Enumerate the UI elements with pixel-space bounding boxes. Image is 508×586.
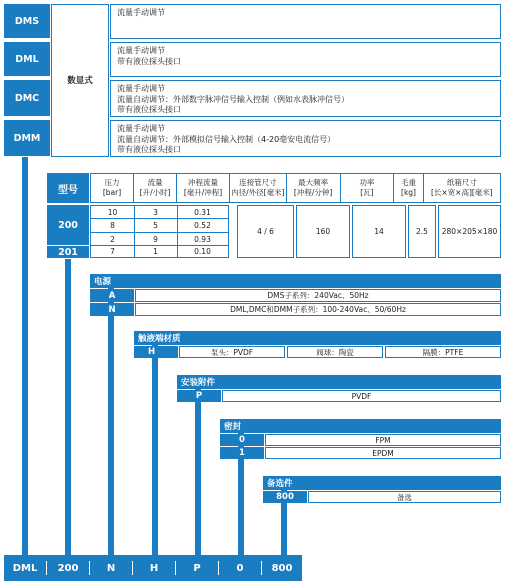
optional-text: 备选 (308, 491, 501, 503)
install-code: P (177, 390, 221, 402)
header-weight: 毛重 [kg] (394, 174, 423, 202)
header-carton: 纸箱尺寸 [长×宽×高][毫米] (424, 174, 501, 202)
power-option-text-n: DML,DMC和DMM子系列：100-240Vac、50/60Hz (135, 303, 501, 316)
connector-line-200 (65, 259, 71, 555)
power-section-header: 电源 (90, 274, 501, 288)
row2-pressure: 8 (110, 221, 115, 230)
model-desc-dmm: 流量手动调节 流量自动调节：外部模拟信号输入控制（4-20毫安电流信号） 带有液位探头接口 (110, 120, 501, 157)
row1-pressure: 10 (107, 207, 118, 217)
order-code-install: P (176, 555, 218, 581)
row1-stroke: 0.31 (194, 207, 211, 217)
model-tab-dms: DMS (4, 4, 50, 38)
spec-values-block (90, 205, 229, 258)
header-power: 功率 [瓦] (341, 174, 395, 202)
optional-code: 800 (263, 491, 307, 503)
model-tab-dmc: DMC (4, 80, 50, 116)
order-code-model: DML (4, 555, 46, 581)
seal-option-text-0: FPM (265, 434, 501, 446)
max-freq-cell: 160 (296, 205, 350, 258)
spec-header-model: 型号 (47, 173, 89, 203)
row3-flow: 9 (153, 234, 158, 244)
power-cell: 14 (352, 205, 406, 258)
order-code-optional: 800 (262, 555, 302, 581)
row3-stroke: 0.93 (194, 234, 211, 244)
model-tab-dml: DML (4, 42, 50, 76)
model-desc-dmc: 流量手动调节 流量自动调节：外部数字脉冲信号输入控制（例如水表脉冲信号） 带有液位探头接口 (110, 80, 501, 117)
header-freq: 最大频率 [冲程/分钟] (287, 174, 341, 202)
power-option-text-a: DMS子系列：240Vac、50Hz (135, 289, 501, 302)
material-section-header: 触液端材质 (134, 331, 501, 345)
install-material: PVDF (222, 390, 501, 402)
model-desc-dml: 流量手动调节 带有液位探头接口 (110, 42, 501, 77)
model-201-cell: 201 (47, 246, 89, 258)
connector-line-material (152, 334, 158, 555)
connector-line-model (22, 157, 28, 555)
model-desc-dms: 流量手动调节 (110, 4, 501, 39)
seal-option-code-0: 0 (220, 434, 264, 446)
header-flow: 流量 [升/小时] (134, 174, 177, 202)
order-code-power: N (90, 555, 132, 581)
carton-size-cell: 280×205×180 (438, 205, 501, 258)
optional-section-header: 备选件 (263, 476, 501, 490)
seal-option-code-1: 1 (220, 447, 264, 459)
material-code: H (134, 346, 178, 358)
install-section-header: 安装附件 (177, 375, 501, 389)
row4-pressure: 7 (110, 247, 115, 256)
header-pressure: 压力 [bar] (91, 174, 134, 202)
seal-option-text-1: EPDM (265, 447, 501, 459)
material-pump-head: 泵头：PVDF (179, 346, 285, 358)
material-diaphragm: 隔膜：PTFE (385, 346, 501, 358)
power-option-code-n: N (90, 303, 134, 316)
header-tube: 连接管尺寸 内径/外径[毫米] (230, 174, 287, 202)
weight-cell: 2.5 (408, 205, 436, 258)
spec-header-row (90, 173, 501, 203)
material-valve-ball: 阀球：陶瓷 (287, 346, 383, 358)
connector-line-install (195, 378, 201, 555)
power-option-code-a: A (90, 289, 134, 302)
order-code-size: 200 (47, 555, 89, 581)
display-type-label: 数显式 (67, 76, 93, 86)
seal-section-header: 密封 (220, 419, 501, 433)
row2-flow: 5 (153, 221, 158, 230)
row4-flow: 1 (153, 247, 158, 256)
order-code-seal: 0 (219, 555, 261, 581)
row2-stroke: 0.52 (194, 221, 211, 230)
row3-pressure: 2 (110, 234, 115, 244)
row1-flow: 3 (153, 207, 158, 217)
connector-line-power (108, 282, 114, 555)
model-tab-dmm: DMM (4, 120, 50, 156)
tube-size-cell: 4 / 6 (237, 205, 294, 258)
model-200-cell: 200 (47, 205, 89, 245)
order-code-material: H (133, 555, 175, 581)
row4-stroke: 0.10 (194, 247, 211, 256)
header-stroke: 冲程流量 [毫升/冲程] (177, 174, 230, 202)
